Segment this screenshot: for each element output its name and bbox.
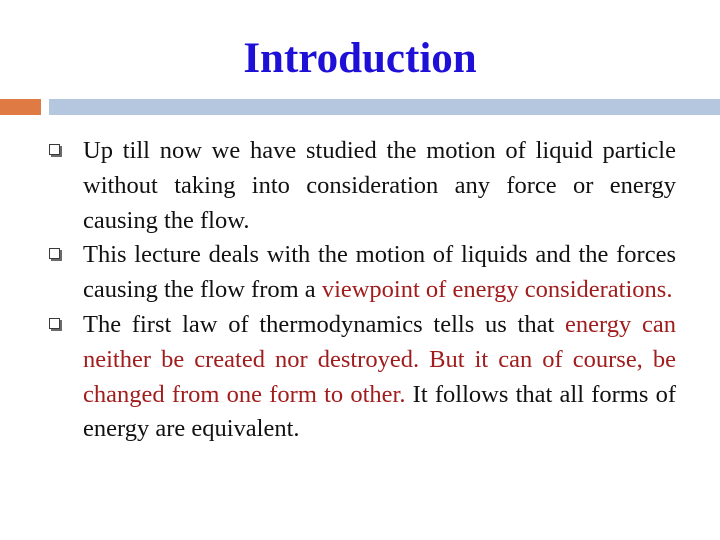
square-bullet-icon (49, 144, 60, 155)
bullet-text-3 (83, 308, 676, 447)
bullet-item-3 (0, 308, 720, 447)
bullet-text-1 (83, 134, 676, 238)
bullet-text-2 (83, 238, 676, 308)
title-divider-bar (49, 99, 720, 115)
bullet-2-highlight: viewpoint of energy considerations. (321, 276, 673, 304)
slide-title: Introduction (243, 35, 477, 82)
bullet-3-highlight: energy can neither be created nor destroyed. But it can of course, be changed from one form to other. (83, 310, 676, 408)
bullet-item-1 (0, 134, 720, 238)
title-divider-accent (0, 99, 41, 115)
bullet-3-text-after: It follows that all forms of energy are equivalent. (83, 380, 676, 443)
bullet-2-text: This lecture deals with the motion of liquids and the forces causing the flow from a (83, 241, 676, 304)
bullet-3-text: The first law of thermodynamics tells us that (83, 310, 566, 338)
square-bullet-icon (49, 248, 60, 259)
bullet-item-2 (0, 238, 720, 308)
square-bullet-icon (49, 318, 60, 329)
bullet-1-text: Up till now we have studied the motion of liquid particle without taking into consideration any force or energy causing the flow. (83, 137, 676, 234)
bullet-list (0, 134, 720, 447)
